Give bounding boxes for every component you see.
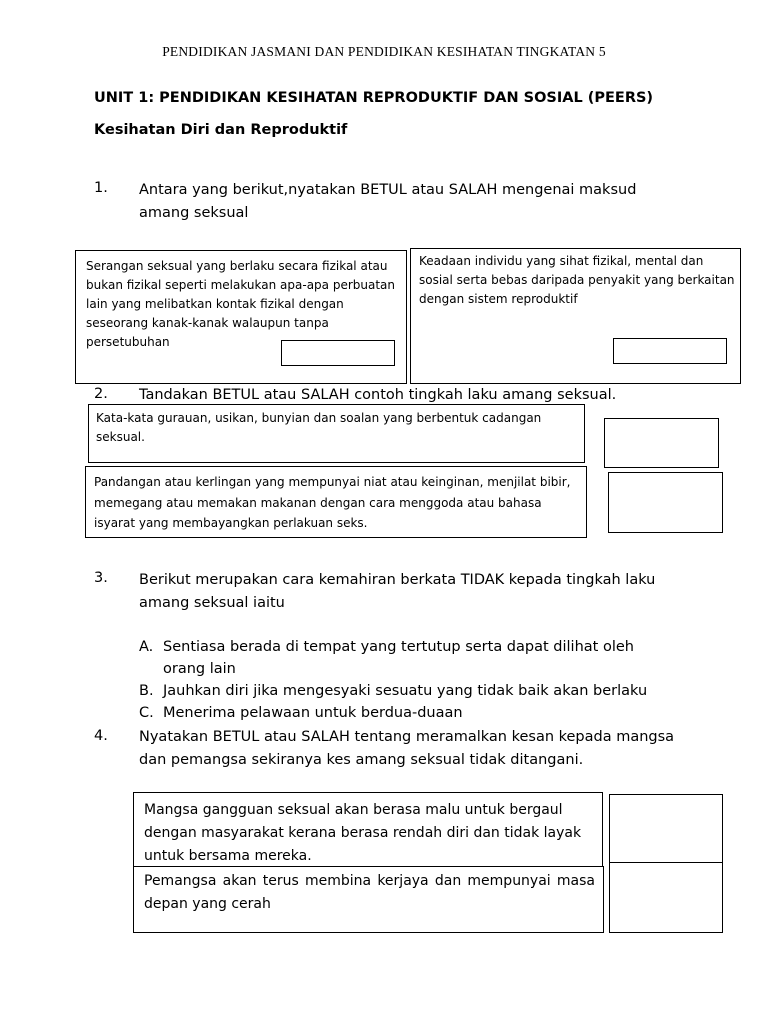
q2-statement-box-1 [88,404,585,463]
q1-statement-2-text: Keadaan individu yang sihat fizikal, mental dan sosial serta bebas daripada penyakit yang berkaitan dengan sistem reproduktif [419,254,735,306]
q2-answer-box-2[interactable] [608,472,723,533]
q3-option-c-letter: C. [139,705,154,721]
q4-statement-box-2 [133,866,604,933]
unit-title: UNIT 1: PENDIDIKAN KESIHATAN REPRODUKTIF DAN SOSIAL (PEERS) [94,90,654,106]
q4-statement-1-text: Mangsa gangguan seksual akan berasa malu untuk bergaul dengan masyarakat kerana berasa rendah diri dan tidak layak untuk bersama mereka. [144,802,582,864]
question-1-number: 1. [94,180,108,196]
question-3-text: Berikut merupakan cara kemahiran berkata TIDAK kepada tingkah laku amang seksual iaitu [139,572,656,611]
section-subtitle: Kesihatan Diri dan Reproduktif [94,122,348,138]
q3-option-c-text: Menerima pelawaan untuk berdua-duaan [163,705,463,721]
page-header: PENDIDIKAN JASMANI DAN PENDIDIKAN KESIHATAN TINGKATAN 5 [162,44,606,59]
q3-option-b-text: Jauhkan diri jika mengesyaki sesuatu yang tidak baik akan berlaku [163,683,648,699]
q4-statement-box-1 [133,792,603,870]
q2-answer-box-1[interactable] [604,418,719,468]
q1-statement-1-text: Serangan seksual yang berlaku secara fizikal atau bukan fizikal seperti melakukan apa-apa perbuatan lain yang melibatkan kontak fizikal dengan seseorang kanak-kanak walaupun tanpa persetubuhan [86,259,396,349]
question-3-number: 3. [94,570,108,586]
q3-option-a-text: Sentiasa berada di tempat yang tertutup serta dapat dilihat oleh orang lain [163,639,634,677]
question-4-number: 4. [94,728,108,744]
question-2-text: Tandakan BETUL atau SALAH contoh tingkah laku amang seksual. [139,387,617,403]
question-1-text: Antara yang berikut,nyatakan BETUL atau SALAH mengenai maksud amang seksual [139,182,637,221]
q1-answer-box-2[interactable] [613,338,727,364]
question-2-number: 2. [94,386,108,402]
q3-option-a-letter: A. [139,639,154,655]
q2-statement-1-text: Kata-kata gurauan, usikan, bunyian dan soalan yang berbentuk cadangan seksual. [96,411,542,444]
q3-option-b-letter: B. [139,683,154,699]
q4-statement-2-text: Pemangsa akan terus membina kerjaya dan mempunyai masa depan yang cerah [144,873,595,912]
q4-answer-box-1[interactable] [609,794,723,863]
question-4-text: Nyatakan BETUL atau SALAH tentang meramalkan kesan kepada mangsa dan pemangsa sekiranya kes amang seksual tidak ditangani. [139,729,675,768]
q2-statement-box-2 [85,466,587,538]
q2-statement-2-text: Pandangan atau kerlingan yang mempunyai niat atau keinginan, menjilat bibir, memegang atau memakan makanan dengan cara menggoda atau bahasa isyarat yang membayangkan perlakuan seks. [94,475,571,530]
q1-answer-box-1[interactable] [281,340,395,366]
q4-answer-box-2[interactable] [609,862,723,933]
